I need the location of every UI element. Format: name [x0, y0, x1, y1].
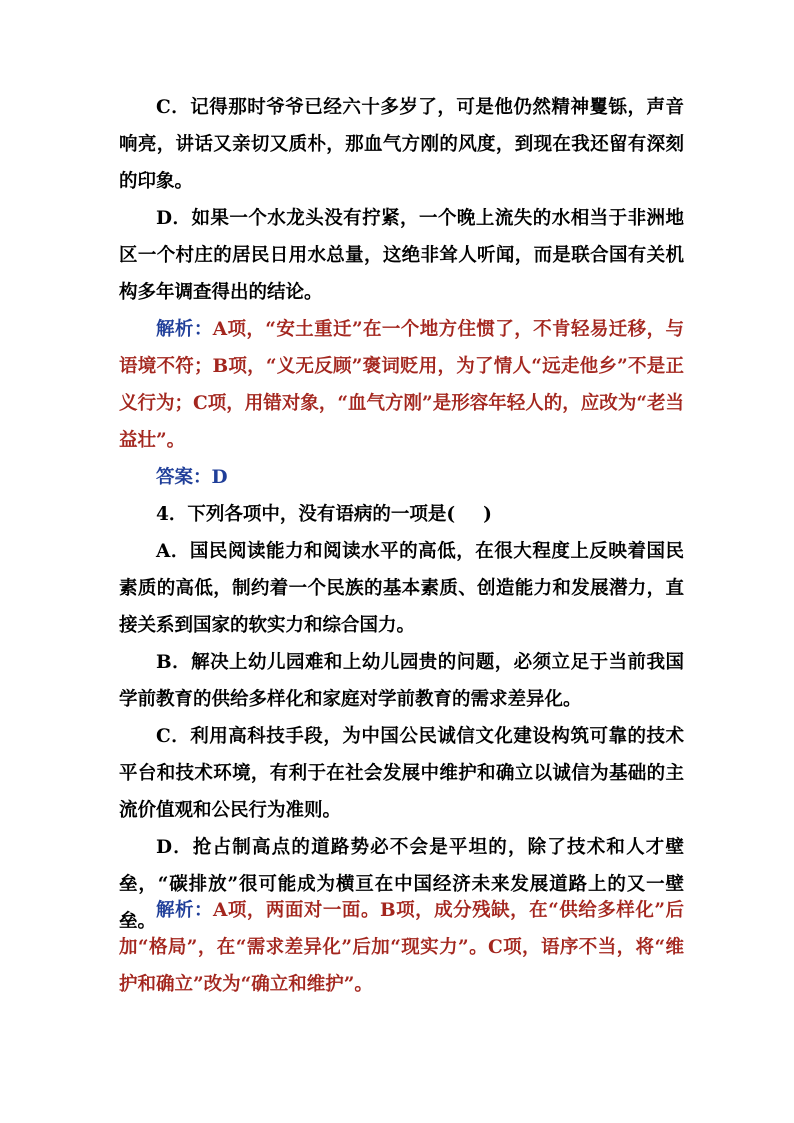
question-4-stem	[119, 496, 684, 533]
analysis-text: A项，两面对一面。B项，成分残缺，在“供给多样化”后加“格局”，在“需求差异化”后加“现实力”。C项，语序不当，将“维护和确立”改为“确立和维护”。	[119, 900, 684, 995]
option-c-previous: C．记得那时爷爷已经六十多岁了，可是他仍然精神矍铄，声音响亮，讲话又亲切又质朴，那血气方刚的风度，到现在我还留有深刻的印象。	[119, 97, 684, 192]
analysis-separator: ：	[194, 900, 214, 921]
option-c: C．利用高科技手段，为中国公民诚信文化建设构筑可靠的技术平台和技术环境，有利于在社会发展中维护和确立以诚信为基础的主流价值观和公民行为准则。	[119, 726, 684, 821]
question-4-stem-after: )	[483, 504, 492, 525]
analysis-label: 解析	[156, 900, 195, 921]
answer-value: D	[211, 467, 228, 488]
analysis-label: 解析	[156, 319, 194, 340]
answer-label: 答案	[156, 467, 194, 488]
analysis-question-3	[119, 311, 684, 459]
analysis-question-4	[119, 892, 684, 1003]
question-4-stem-before: 4．下列各项中，没有语病的一项是(	[156, 504, 456, 525]
option-b: B．解决上幼儿园难和上幼儿园贵的问题，必须立足于当前我国学前教育的供给多样化和家庭对学前教育的需求差异化。	[119, 652, 684, 710]
analysis-text: A项，“安土重迁”在一个地方住惯了，不肯轻易迁移，与语境不符；B项，“义无反顾”褒词贬用，为了情人“远走他乡”不是正义行为；C项，用错对象，“血气方刚”是形容年轻人的，应改为“老当益壮”。	[119, 319, 684, 451]
analysis-separator: ：	[193, 319, 213, 340]
option-d-previous: D．如果一个水龙头没有拧紧，一个晚上流失的水相当于非洲地区一个村庄的居民日用水总量，这绝非耸人听闻，而是联合国有关机构多年调查得出的结论。	[119, 208, 684, 303]
answer-separator: ：	[193, 467, 212, 488]
option-d: D．抢占制高点的道路势必不会是平坦的，除了技术和人才壁垒，“碳排放”很可能成为横亘在中国经济未来发展道路上的又一壁垒。	[119, 837, 684, 932]
option-a: A．国民阅读能力和阅读水平的高低，在很大程度上反映着国民素质的高低，制约着一个民族的基本素质、创造能力和发展潜力，直接关系到国家的软实力和综合国力。	[119, 541, 684, 636]
answer-question-3	[119, 459, 684, 496]
